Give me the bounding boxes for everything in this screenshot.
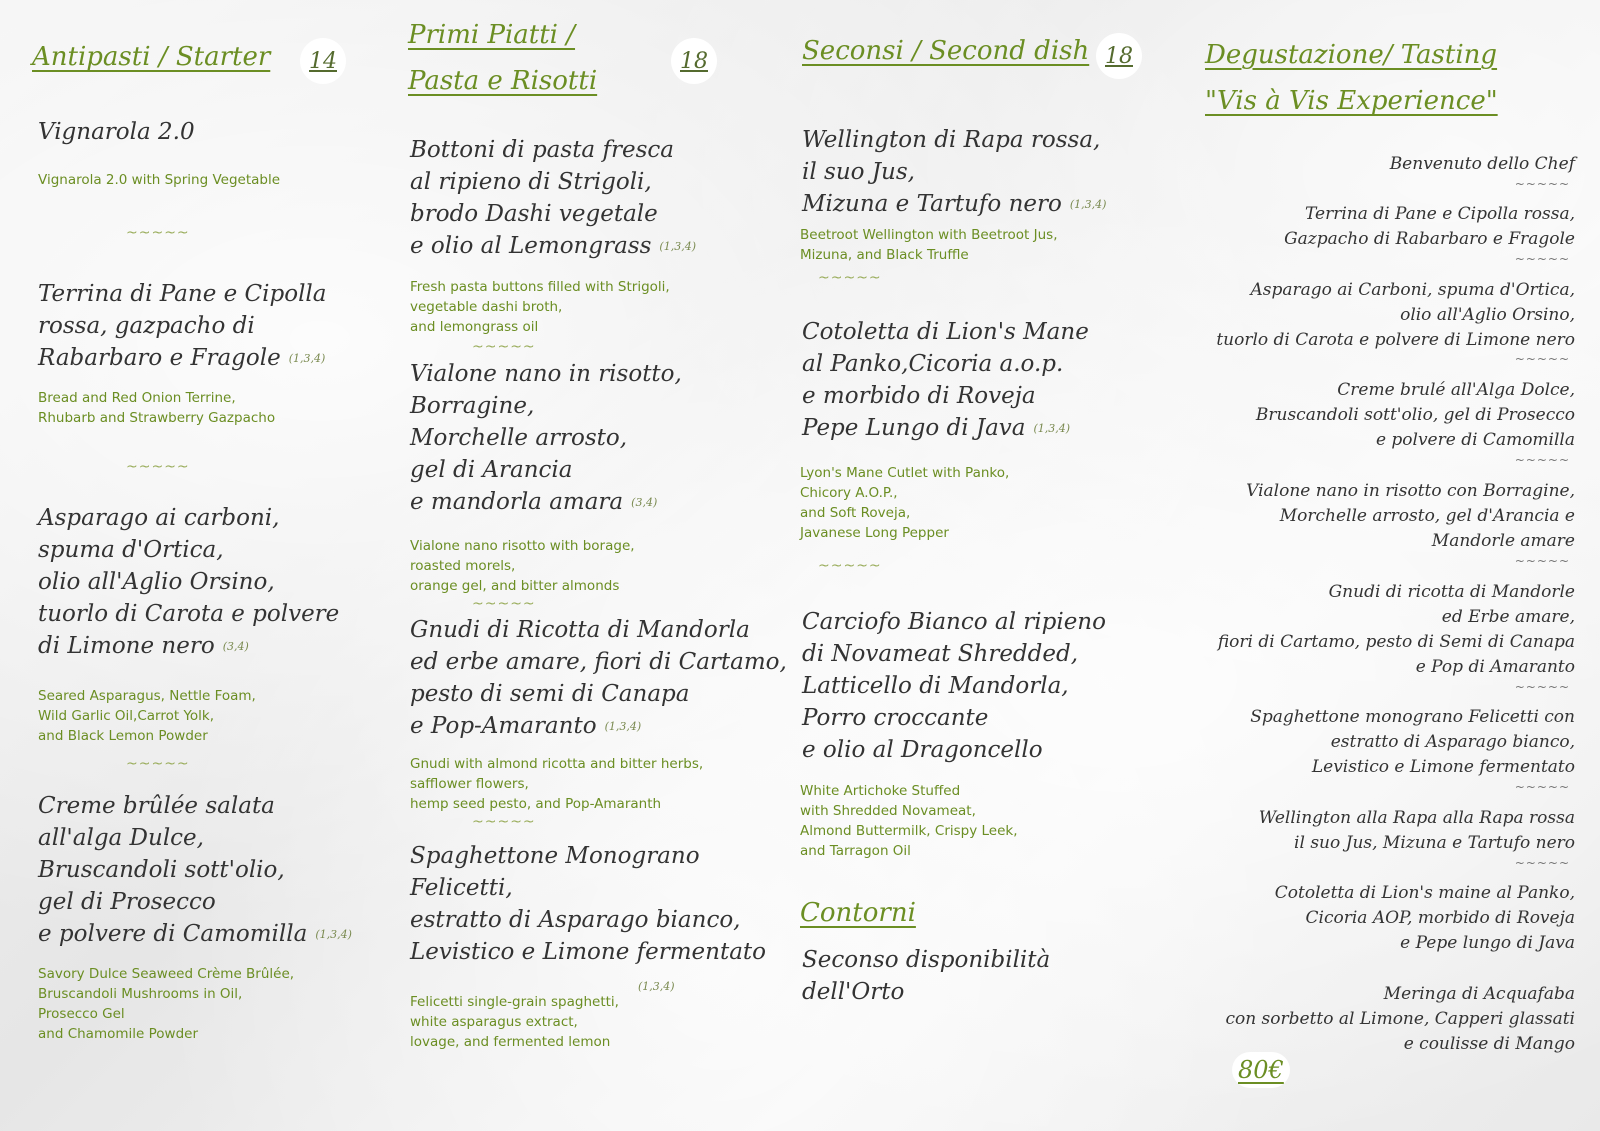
separator: ~~~~~ [472, 596, 536, 612]
starter-dish-description: Bread and Red Onion Terrine, Rhubarb and Strawberry Gazpacho [38, 390, 276, 426]
tasting-course: Gnudi di ricotta di Mandorle ed Erbe amare, fiori di Cartamo, pesto di Semi di Canapa e Pop di Amaranto [1217, 582, 1575, 677]
dish-name: Wellington di Rapa rossa, il suo Jus, Mizuna e Tartufo nero [802, 127, 1101, 217]
allergen-codes: (1,3,4) [1033, 422, 1071, 435]
tasting-course: Vialone nano in risotto con Borragine, Morchelle arrosto, gel d'Arancia e Mandorle amare [1246, 481, 1575, 551]
allergen-codes: (3,4) [222, 640, 249, 653]
tasting-title-line1: Degustazione/ Tasting [1205, 40, 1498, 70]
primi-dish-description: Gnudi with almond ricotta and bitter herbs, safflower flowers, hemp seed pesto, and Pop-Amaranth [410, 756, 704, 812]
tasting-course: Benvenuto dello Chef [1389, 154, 1575, 174]
separator: ~~~~~ [1514, 352, 1570, 366]
dish-name: Bottoni di pasta fresca al ripieno di Strigoli, brodo Dashi vegetale e olio al Lemongrass [410, 137, 674, 259]
tasting-course: Spaghettone monograno Felicetti con estratto di Asparago bianco, Levistico e Limone fermentato [1250, 707, 1575, 777]
primi-price-badge: 18 [671, 38, 717, 84]
sides-title: Contorni [800, 898, 916, 928]
tasting-course: Terrina di Pane e Cipolla rossa, Gazpacho di Rabarbaro e Fragole [1284, 204, 1575, 249]
starter-dish-name [38, 116, 195, 148]
tasting-course: Meringa di Acquafaba con sorbetto al Limone, Capperi glassati e coulisse di Mango [1225, 984, 1575, 1054]
dish-name: Terrina di Pane e Cipolla rossa, gazpacho di Rabarbaro e Fragole [38, 281, 327, 371]
primi-title-line2: Pasta e Risotti [408, 66, 598, 96]
allergen-codes: (3,4) [631, 496, 658, 509]
separator: ~~~~~ [1514, 680, 1570, 694]
dish-name: Creme brûlée salata all'alga Dulce, Bruscandoli sott'olio, gel di Prosecco e polvere di Camomilla [38, 793, 308, 947]
secondi-dish-name [802, 316, 1089, 445]
tasting-title-line2: "Vis à Vis Experience" [1205, 86, 1498, 116]
secondi-dish-description: Beetroot Wellington with Beetroot Jus, Mizuna, and Black Truffle [800, 227, 1058, 263]
separator: ~~~~~ [472, 339, 536, 355]
starter-dish-description: Vignarola 2.0 with Spring Vegetable [38, 172, 281, 188]
separator: ~~~~~ [126, 459, 190, 475]
starters-title: Antipasti / Starter [32, 42, 271, 72]
allergen-codes: (1,3,4) [288, 352, 326, 365]
separator: ~~~~~ [1514, 252, 1570, 266]
primi-dish-description: Felicetti single-grain spaghetti, white asparagus extract, lovage, and fermented lemon [410, 994, 619, 1050]
allergen-codes: (1,3,4) [638, 980, 675, 993]
tasting-course: Asparago ai Carboni, spuma d'Ortica, olio all'Aglio Orsino, tuorlo di Carota e polvere di Limone nero [1216, 280, 1575, 350]
primi-title-line1: Primi Piatti / [408, 20, 576, 50]
allergen-codes: (1,3,4) [604, 720, 642, 733]
secondi-dish-name [802, 606, 1106, 766]
secondi-title: Seconsi / Second dish [802, 36, 1090, 66]
starter-dish-name [38, 790, 352, 951]
allergen-codes: (1,3,4) [659, 240, 696, 253]
separator: ~~~~~ [1514, 780, 1570, 794]
dish-name: Gnudi di Ricotta di Mandorla ed erbe amare, fiori di Cartamo, pesto di semi di Canapa e Pop-Amaranto [410, 617, 787, 739]
sides-text: Seconso disponibilità dell'Orto [802, 947, 1051, 1005]
secondi-price-badge: 18 [1096, 33, 1142, 79]
primi-dish-name [410, 840, 766, 968]
dish-name: Vignarola 2.0 [38, 119, 195, 145]
separator: ~~~~~ [818, 558, 882, 574]
tasting-price: 80€ [1232, 1052, 1290, 1088]
dish-name: Vialone nano in risotto, Borragine, Morchelle arrosto, gel di Arancia e mandorla amara [410, 361, 682, 515]
primi-dish-name [410, 614, 787, 743]
separator: ~~~~~ [126, 756, 190, 772]
tasting-course: Cotoletta di Lion's maine al Panko, Cicoria AOP, morbido di Roveja e Pepe lungo di Java [1274, 883, 1575, 953]
separator: ~~~~~ [818, 270, 882, 286]
dish-name: Asparago ai carboni, spuma d'Ortica, olio all'Aglio Orsino, tuorlo di Carota e polvere di Limone nero [38, 505, 340, 659]
tasting-course: Creme brulé all'Alga Dolce, Bruscandoli sott'olio, gel di Prosecco e polvere di Camomilla [1255, 380, 1575, 450]
secondi-dish-name [802, 124, 1106, 221]
starter-dish-name [38, 278, 327, 375]
primi-dish-description: Vialone nano risotto with borage, roasted morels, orange gel, and bitter almonds [410, 538, 635, 594]
separator: ~~~~~ [126, 225, 190, 241]
secondi-dish-description: White Artichoke Stuffed with Shredded Novameat, Almond Buttermilk, Crispy Leek, and Tarragon Oil [800, 783, 1018, 859]
dish-name: Cotoletta di Lion's Mane al Panko,Cicoria a.o.p. e morbido di Roveja Pepe Lungo di Java [802, 319, 1089, 441]
starter-dish-description: Seared Asparagus, Nettle Foam, Wild Garlic Oil,Carrot Yolk, and Black Lemon Powder [38, 688, 256, 744]
primi-dish-name [410, 134, 696, 263]
separator: ~~~~~ [472, 814, 536, 830]
separator: ~~~~~ [1514, 453, 1570, 467]
starter-dish-description: Savory Dulce Seaweed Crème Brûlée, Bruscandoli Mushrooms in Oil, Prosecco Gel and Chamomile Powder [38, 966, 295, 1042]
primi-dish-description: Fresh pasta buttons filled with Strigoli, vegetable dashi broth, and lemongrass oil [410, 279, 670, 335]
starters-price-badge: 14 [300, 38, 346, 84]
tasting-course: Wellington alla Rapa alla Rapa rossa il suo Jus, Mizuna e Tartufo nero [1258, 808, 1575, 853]
starter-dish-name [38, 502, 339, 663]
primi-dish-name [410, 358, 682, 519]
secondi-dish-description: Lyon's Mane Cutlet with Panko, Chicory A.O.P., and Soft Roveja, Javanese Long Pepper [800, 465, 1010, 541]
separator: ~~~~~ [1514, 177, 1570, 191]
dish-name: Spaghettone Monograno Felicetti, estratto di Asparago bianco, Levistico e Limone fermentato [410, 843, 767, 965]
separator: ~~~~~ [1514, 554, 1570, 568]
allergen-codes: (1,3,4) [1069, 198, 1107, 211]
separator: ~~~~~ [1514, 856, 1570, 870]
dish-name: Carciofo Bianco al ripieno di Novameat Shredded, Latticello di Mandorla, Porro croccante e olio al Dragoncello [802, 609, 1106, 763]
allergen-codes: (1,3,4) [315, 928, 352, 941]
